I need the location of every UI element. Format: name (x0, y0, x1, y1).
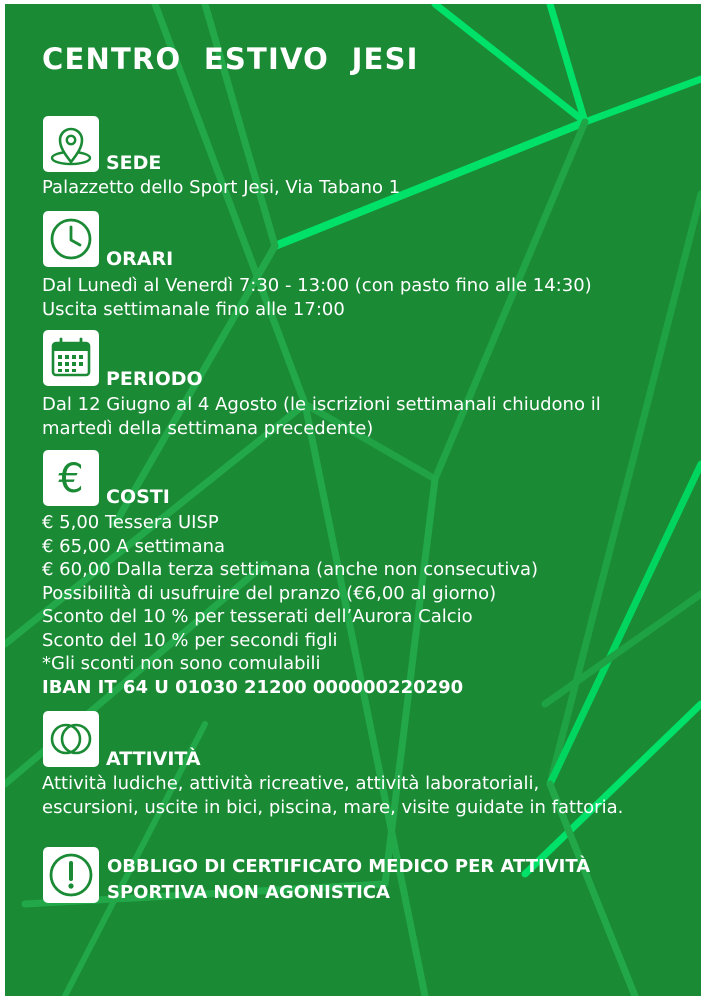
periodo-line: Dal 12 Giugno al 4 Agosto (le iscrizioni settimanali chiudono il (42, 394, 601, 415)
sede-line: Palazzetto dello Sport Jesi, Via Tabano 1 (42, 177, 401, 198)
costi-line: € 60,00 Dalla terza settimana (anche non consecutiva) (42, 559, 539, 580)
periodo-text (42, 393, 601, 440)
costi-line: € 65,00 A settimana (42, 535, 226, 557)
costi-text (42, 511, 538, 699)
costi-line: *Gli sconti non sono comulabili (42, 653, 321, 674)
medical-certificate-notice (107, 854, 590, 906)
attivita-line: escursioni, uscite in bici, piscina, mare, visite guidate in fattoria. (42, 796, 624, 818)
notice-line: OBBLIGO DI CERTIFICATO MEDICO PER ATTIVITÀ (107, 856, 591, 877)
costi-line: Sconto del 10 % per secondi figli (42, 629, 338, 651)
attivita-line: Attività ludiche, attività ricreative, attività laboratoriali, (42, 773, 540, 794)
svg-text:€: € (58, 456, 84, 502)
orari-text (42, 274, 592, 321)
exclamation-icon (43, 847, 99, 903)
sede-heading: SEDE (106, 152, 162, 174)
costi-heading: COSTI (106, 486, 170, 508)
notice-line: SPORTIVA NON AGONISTICA (107, 882, 390, 903)
location-pin-icon (43, 116, 99, 172)
euro-icon (43, 450, 99, 506)
periodo-line: martedì della settimana precedente) (42, 417, 374, 439)
costi-line: Sconto del 10 % per tesserati dell’Aurora Calcio (42, 606, 473, 627)
orari-line: Uscita settimanale fino alle 17:00 (42, 298, 345, 320)
sede-text (42, 176, 400, 200)
costi-line: € 5,00 Tessera UISP (42, 512, 219, 533)
clock-icon (43, 211, 99, 267)
costi-line: Possibilità di usufruire del pranzo (€6,00 al giorno) (42, 582, 497, 604)
iban-text: IBAN IT 64 U 01030 21200 000000220290 (42, 676, 464, 698)
orari-heading: ORARI (106, 248, 174, 270)
periodo-heading: PERIODO (106, 368, 203, 390)
attivita-heading: ATTIVITÀ (106, 748, 201, 770)
attivita-text (42, 772, 623, 819)
page-title: CENTRO ESTIVO JESI (42, 42, 419, 76)
overlapping-circles-icon (43, 711, 99, 767)
flyer-page (5, 4, 701, 996)
orari-line: Dal Lunedì al Venerdì 7:30 - 13:00 (con pasto fino alle 14:30) (42, 275, 592, 296)
calendar-icon (43, 330, 99, 386)
